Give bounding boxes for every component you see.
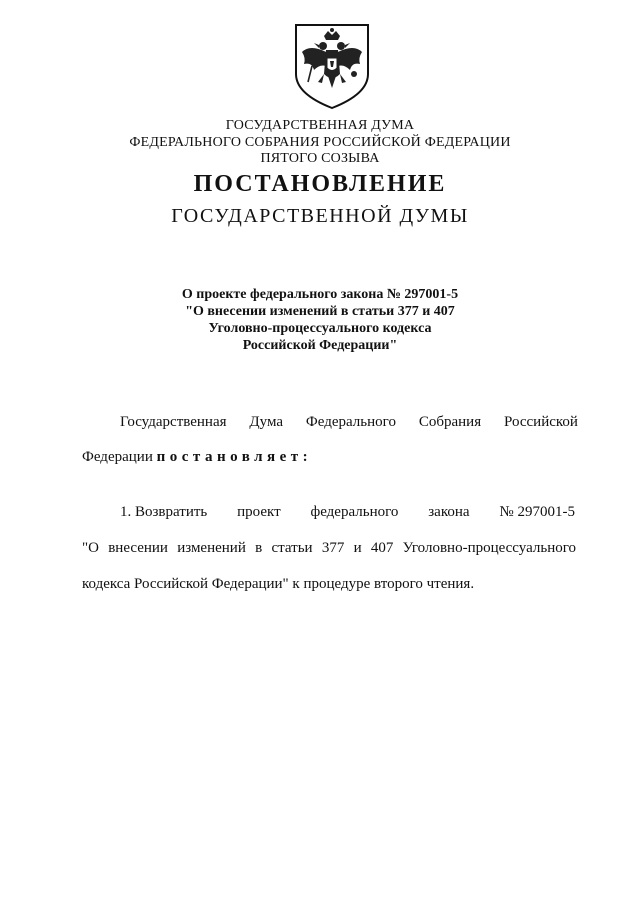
document-subtitle: ГОСУДАРСТВЕННОЙ ДУМЫ bbox=[171, 205, 469, 227]
word: Федерального bbox=[305, 414, 396, 430]
word: федерального bbox=[310, 504, 399, 520]
subject-line: Российской Федерации" bbox=[242, 338, 398, 353]
word: Российской bbox=[504, 414, 578, 430]
subject-line: Уголовно-процессуального кодекса bbox=[208, 321, 432, 336]
word: статьи bbox=[271, 540, 313, 556]
word: внесении bbox=[108, 540, 168, 556]
header-organization: ГОСУДАРСТВЕННАЯ ДУМА bbox=[225, 118, 415, 133]
resolution-item-line bbox=[120, 504, 575, 521]
word: в bbox=[255, 540, 263, 556]
resolution-item-line: кодекса Российской Федерации" к процедуре второго чтения. bbox=[82, 576, 475, 592]
word: закона bbox=[428, 504, 470, 520]
word: Государственная bbox=[120, 414, 227, 430]
word: Дума bbox=[249, 414, 284, 430]
resolves-keyword: постановляет: bbox=[156, 449, 313, 465]
header-convocation: ПЯТОГО СОЗЫВА bbox=[260, 151, 380, 166]
word: № 297001-5 bbox=[499, 504, 575, 520]
subject-line: О проекте федерального закона № 297001-5 bbox=[181, 287, 459, 302]
header-federal-assembly: ФЕДЕРАЛЬНОГО СОБРАНИЯ РОССИЙСКОЙ ФЕДЕРАЦИИ bbox=[129, 135, 511, 150]
word: Собрания bbox=[418, 414, 482, 430]
preamble-line bbox=[120, 414, 578, 431]
word: и bbox=[353, 540, 362, 556]
word: изменений bbox=[177, 540, 246, 556]
preamble-text: Федерации bbox=[82, 449, 157, 465]
word: проект bbox=[237, 504, 281, 520]
word: Уголовно-процессуального bbox=[402, 540, 576, 556]
preamble-line bbox=[82, 449, 312, 466]
word: "О bbox=[82, 540, 99, 556]
word: 407 bbox=[370, 540, 394, 556]
word: 1. Возвратить bbox=[120, 504, 208, 520]
word: 377 bbox=[321, 540, 345, 556]
coat-of-arms-icon bbox=[292, 22, 372, 110]
subject-line: "О внесении изменений в статьи 377 и 407 bbox=[185, 304, 455, 319]
resolution-item-line bbox=[82, 540, 576, 557]
document-title: ПОСТАНОВЛЕНИЕ bbox=[193, 171, 447, 197]
